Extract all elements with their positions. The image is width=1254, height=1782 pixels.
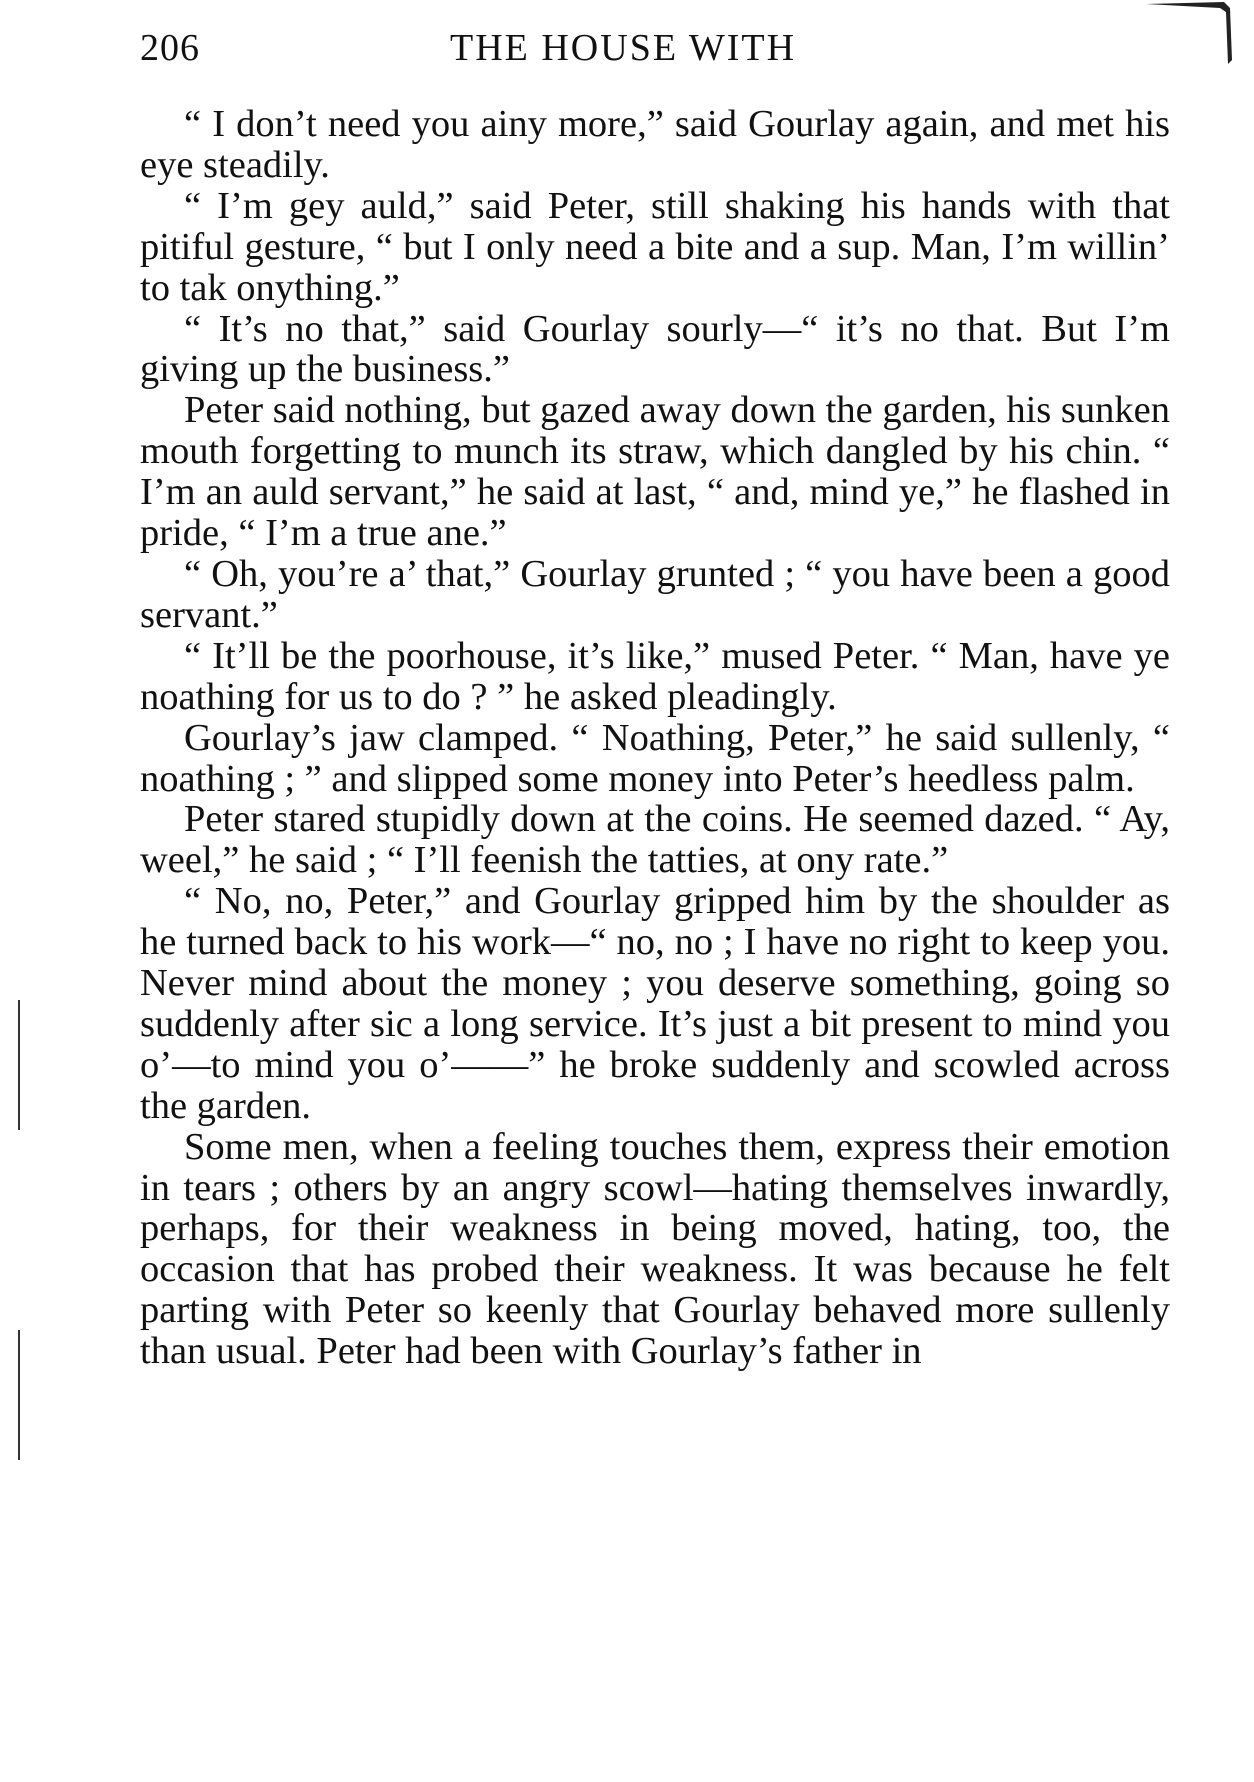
page-header bbox=[140, 22, 1170, 72]
paragraph: “ It’ll be the poorhouse, it’s like,” mused Peter. “ Man, have ye noathing for us to do ? ” he asked pleadingly. bbox=[140, 634, 1170, 718]
paragraph: Peter stared stupidly down at the coins. He seemed dazed. “ Ay, weel,” he said ; “ I’ll feenish the tatties, at ony rate.” bbox=[140, 798, 1170, 882]
paragraph: Peter said nothing, but gazed away down the garden, his sunken mouth forgetting to munch its straw, which dangled by his chin. “ I’m an auld servant,” he said at last, “ and, mind ye,” he flashed in pride, “ I’m a true ane.” bbox=[140, 389, 1170, 555]
paragraph: “ No, no, Peter,” and Gourlay gripped him by the shoulder as he turned back to his work—“ no, no ; I have no right to keep you. Never mind about the money ; you deserve something, going so suddenly after sic a long service. It’s just a bit present to mind you o’—to mind you o’——” he broke suddenly and scowled across the garden. bbox=[140, 880, 1170, 1127]
page-number: 206 bbox=[140, 27, 200, 69]
body-text bbox=[140, 104, 1170, 1372]
margin-scan-line bbox=[18, 1000, 20, 1130]
paragraph: Gourlay’s jaw clamped. “ Noathing, Peter,” he said sullenly, “ noathing ; ” and slipped some money into Peter’s heedless palm. bbox=[140, 716, 1170, 800]
paragraph: Some men, when a feeling touches them, express their emotion in tears ; others by an angry scowl—hating themselves inwardly, perhaps, for their weakness in being moved, hating, too, the occasion that has probed their weakness. It was because he felt parting with Peter so keenly that Gourlay behaved more sullenly than usual. Peter had been with Gourlay’s father in bbox=[140, 1125, 1170, 1373]
margin-scan-line bbox=[18, 1330, 20, 1460]
running-title: THE HOUSE WITH bbox=[450, 27, 797, 69]
paragraph: “ I’m gey auld,” said Peter, still shaking his hands with that pitiful gesture, “ but I only need a bite and a sup. Man, I’m willin’ to tak onything.” bbox=[140, 184, 1170, 309]
paragraph: “ It’s no that,” said Gourlay sourly—“ it’s no that. But I’m giving up the business.” bbox=[140, 307, 1170, 391]
paragraph: “ I don’t need you ainy more,” said Gourlay again, and met his eye steadily. bbox=[140, 103, 1170, 186]
paragraph: “ Oh, you’re a’ that,” Gourlay grunted ; “ you have been a good servant.” bbox=[140, 552, 1170, 636]
